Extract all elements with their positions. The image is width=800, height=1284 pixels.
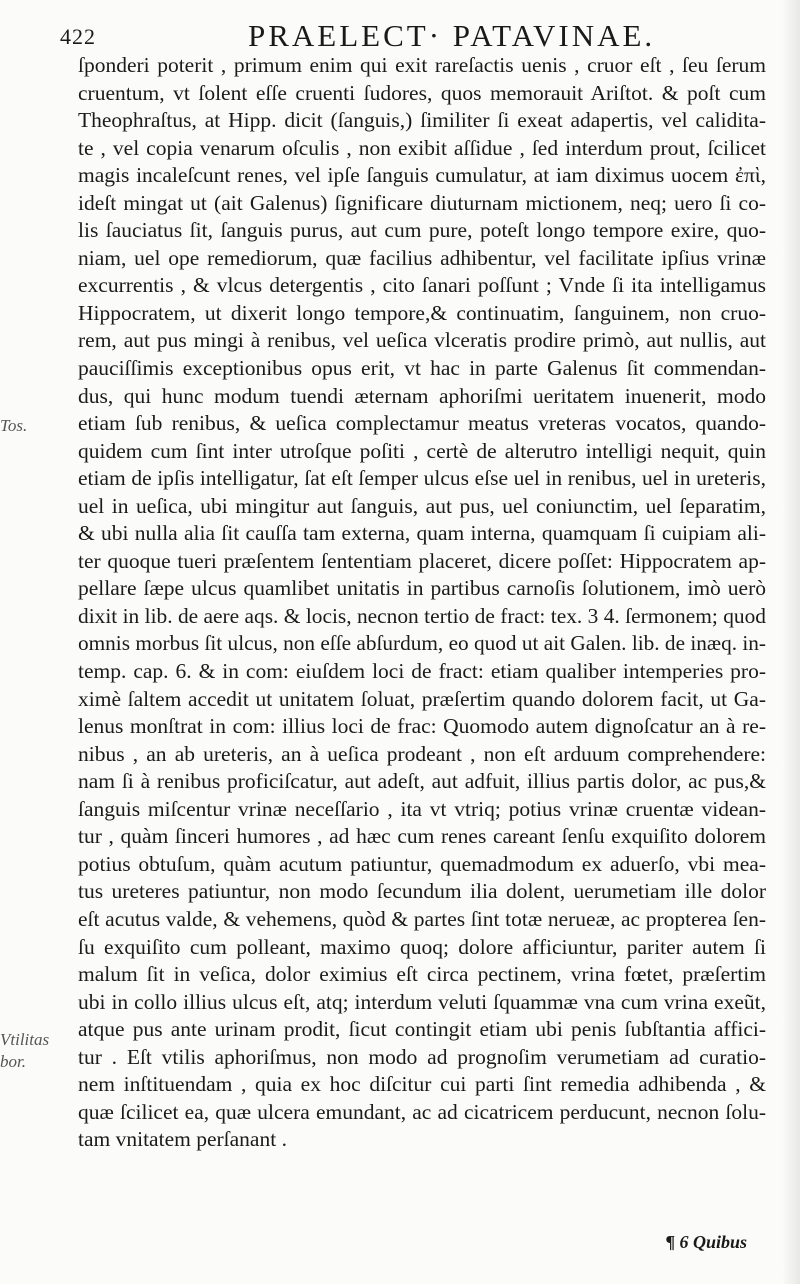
text-line: niam, uel ope remediorum, quæ facilius adhibentur, vel facilitate ipſius vrinæ (78, 245, 766, 270)
text-line: tus ureteres patiuntur, non modo ſecundum ilia dolent, uerumetiam ille dolor (78, 879, 766, 904)
text-line: ter quoque tueri præſentem ſententiam placeret, dicere poſſet: Hippocratem ap- (78, 548, 766, 573)
text-line: ſanguis miſcentur vrinæ neceſſario , ita vt vtriq; potius vrinæ cruentæ videan- (78, 796, 766, 821)
signature-mark: ¶ 6 (666, 1232, 689, 1252)
page-edge (782, 0, 800, 1284)
text-line: uel in ueſica, ubi mingitur aut ſanguis, aut pus, uel coniunctim, uel ſeparatim, (78, 493, 766, 518)
text-line: magis incaleſcunt renes, vel ipſe ſanguis cumulatur, at iam diximus uocem ἐπὶ, (78, 163, 766, 188)
text-line: cruentum, vt ſolent eſſe cruenti ſudores, quos memorauit Ariſtot. & poſt cum (78, 80, 766, 105)
margin-note: bor. (0, 1052, 26, 1071)
text-line: dus, qui hunc modum tuendi æternam aphoriſmi ueritatem inuenerit, modo (78, 383, 766, 408)
text-line: quæ ſcilicet ea, quæ ulcera emundant, ac ad cicatricem perducunt, necnon ſolu- (78, 1099, 766, 1124)
text-line: nam ſi à renibus proficiſcatur, aut adeſt, aut adfuit, illius partis dolor, ac pus,& (78, 769, 766, 794)
text-line: nem inſtituendam , quia ex hoc diſcitur cui parti ſint remedia adhibenda , & (78, 1072, 766, 1097)
text-line: ubi in collo illius ulcus eſt, atq; interdum veluti ſquammæ vna cum vrina exeũt, (78, 989, 766, 1014)
text-line: malum ſit in veſica, dolor eximius eſt circa pectinem, vrina fœtet, præſertim (78, 962, 766, 987)
text-line: ſponderi poterit , primum enim qui exit rareſactis uenis , cruor eſt , ſeu ſerum (78, 53, 766, 77)
text-line: quidem cum ſint inter utroſque poſiti , certè de alterutro intelligi nequit, quin (78, 438, 766, 463)
page-header (60, 18, 760, 54)
text-line: potius obtuſum, quàm acutum patiuntur, quemadmodum ex aduerſo, vbi mea- (78, 851, 766, 876)
text-line: Hippocratem, ut dixerit longo tempore,& continuatim, ſanguinem, non cruo- (78, 300, 766, 325)
text-line: te , vel copia venarum oſculis , non exibit aſſidue , ſed interdum prout, ſcilicet (78, 135, 766, 160)
text-line: ſu exquiſito cum polleant, maximo quoq; dolore afficiuntur, pariter autem ſi (78, 934, 766, 959)
text-line: ideſt mingat ut (ait Galenus) ſignificare diuturnam mictionem, neq; uero ſi co- (78, 190, 766, 215)
text-line: excurrentis , & vlcus detergentis , cito ſanari poſſunt ; Vnde ſi ita intelligamus (78, 273, 766, 298)
text-line: dixit in lib. de aere aqs. & locis, necnon tertio de fract: tex. 3 4. ſermonem; quod (78, 603, 766, 628)
body-text (78, 52, 766, 1154)
text-line: & ubi nulla alia ſit cauſſa tam externa, quam interna, quamquam ſi cuipiam ali- (78, 521, 766, 546)
margin-note: Tos. (0, 416, 28, 435)
text-line: etiam de ipſis intelligatur, ſat eſt ſemper ulcus eſse uel in renibus, uel in ureteris, (78, 466, 766, 491)
text-line: atque pus ante urinam prodit, ſicut contingit etiam ubi penis ſubſtantia affici- (78, 1017, 766, 1042)
text-line: rem, aut pus mingi à renibus, vel ueſica vlceratis prodire primò, aut nullis, aut (78, 328, 766, 353)
text-line: eſt acutus valde, & vehemens, quòd & partes ſint totæ nerueæ, ac propterea ſen- (78, 906, 766, 931)
running-title: PRAELECT· PATAVINAE. (248, 18, 656, 53)
text-line: tam vnitatem perſanant . (78, 1127, 287, 1152)
text-line: etiam ſub renibus, & ueſica complectamur meatus vreteras vocatos, quando- (78, 411, 766, 436)
text-line: temp. cap. 6. & in com: eiuſdem loci de fract: etiam qualiber intemperies pro- (78, 659, 766, 684)
text-line: pellare ſæpe ulcus quamlibet unitatis in partibus carnoſis ſolutionem, imò uerò (78, 576, 766, 601)
page-number: 422 (60, 24, 96, 49)
text-line: lenus monſtrat in com: illius loci de frac: Quomodo autem dignoſcatur an à re- (78, 714, 766, 739)
text-line: tur . Eſt vtilis aphoriſmus, non modo ad prognoſim verumetiam ad curatio- (78, 1044, 766, 1069)
text-line: ximè ſaltem accedit ut unitatem ſoluat, præſertim quando dolorem facit, ut Ga- (78, 686, 766, 711)
text-line: Theophraſtus, at Hipp. dicit (ſanguis,) ſimiliter ſi exeat adapertis, vel calidita- (78, 108, 766, 133)
text-line: nibus , an ab ureteris, an à ueſica prodeant , non eſt arduum comprehendere: (78, 741, 766, 766)
text-line: tur , quàm ſinceri humores , ad hæc cum renes careant ſenſu exquiſito dolorem (78, 824, 766, 849)
text-line: omnis morbus ſit ulcus, non eſſe abſurdum, eo quod ut ait Galen. lib. de inæq. in- (78, 631, 766, 656)
margin-note: Vtilitas (0, 1030, 50, 1049)
catchword-line (666, 1232, 747, 1253)
text-line: lis ſauciatus ſit, ſanguis purus, aut cum pure, poteſt longo tempore exire, quo- (78, 218, 766, 243)
catchword: Quibus (693, 1232, 748, 1252)
text-line: pauciſſimis exceptionibus opus erit, vt hac in parte Galenus ſit commendan- (78, 356, 766, 381)
